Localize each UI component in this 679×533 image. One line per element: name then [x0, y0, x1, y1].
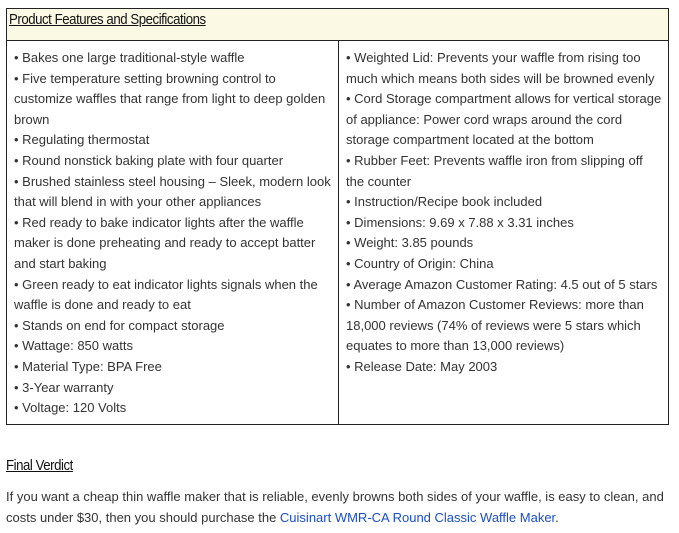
list-item: • Bakes one large traditional-style waffle — [14, 50, 245, 65]
final-verdict-heading: Final Verdict — [6, 457, 73, 474]
spec-table-body — [7, 41, 668, 424]
features-column-right — [339, 41, 668, 424]
product-link[interactable]: Cuisinart WMR-CA Round Classic Waffle Maker — [279, 510, 556, 525]
list-item: • Weighted Lid: Prevents your waffle from rising too much which means both sides will be browned evenly — [346, 50, 655, 86]
spec-table-header — [7, 9, 668, 41]
list-item: • Voltage: 120 Volts — [14, 400, 127, 416]
list-item: • Number of Amazon Customer Reviews: more than 18,000 reviews (74% of reviews were 5 stars which equates to more than 13,000 reviews) — [346, 297, 644, 354]
spec-table-title: Product Features and Specifications — [9, 11, 206, 28]
list-item: • Green ready to eat indicator lights signals when the waffle is done and ready to eat — [14, 276, 318, 313]
features-column-left — [7, 41, 339, 424]
list-item: • Material Type: BPA Free — [14, 358, 162, 374]
list-item: • Weight: 3.85 pounds — [346, 235, 474, 251]
spec-table — [6, 8, 669, 425]
list-item: • Rubber Feet: Prevents waffle iron from slipping off the counter — [346, 152, 643, 189]
list-item: • 3-Year warranty — [14, 379, 114, 395]
list-item: • Instruction/Recipe book included — [346, 194, 543, 210]
list-item: • Red ready to bake indicator lights after the waffle maker is done preheating and ready to accept batter and start baking — [14, 214, 316, 271]
list-item: • Round nonstick baking plate with four quarter — [14, 152, 284, 168]
list-item: • Country of Origin: China — [346, 255, 494, 271]
list-item: • Five temperature setting browning control to customize waffles that range from light to deep golden brown — [14, 70, 326, 127]
list-item: • Stands on end for compact storage — [14, 317, 225, 333]
verdict-text-after: . — [555, 510, 559, 525]
list-item: • Cord Storage compartment allows for vertical storage of appliance: Power cord wraps around the cord storage compartment located at the bottom — [346, 91, 662, 148]
list-item: • Wattage: 850 watts — [14, 338, 133, 354]
features-list-left — [14, 48, 332, 419]
verdict-text-before: If you want a cheap thin waffle maker that is reliable, evenly browns both sides of your waffle, is easy to clean, and costs under $30, then you should purchase the — [6, 489, 664, 525]
list-item: • Dimensions: 9.69 x 7.88 x 3.31 inches — [346, 214, 574, 230]
list-item: • Release Date: May 2003 — [346, 358, 498, 374]
list-item: • Brushed stainless steel housing – Sleek, modern look that will blend in with your other appliances — [14, 173, 331, 210]
list-item: • Regulating thermostat — [14, 132, 150, 148]
final-verdict-paragraph — [6, 486, 671, 528]
list-item: • Average Amazon Customer Rating: 4.5 out of 5 stars — [346, 276, 658, 292]
features-list-right — [346, 48, 662, 378]
